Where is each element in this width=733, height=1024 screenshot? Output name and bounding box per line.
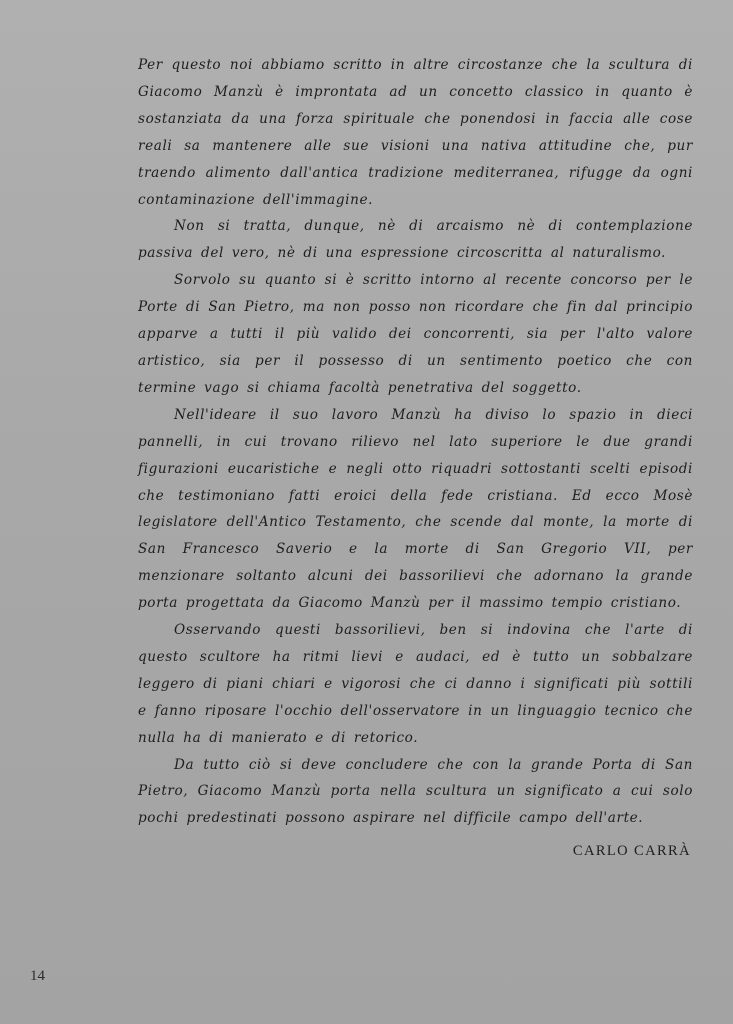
author-signature: CARLO CARRÀ (572, 843, 691, 859)
paragraph-5: Osservando questi bassorilievi, ben si indovina che l'arte di questo scultore ha ritmi lievi e audaci, ed è tutto un sobbalzare leggero di piani chiari e vigorosi che ci danno i significati più sottili e fanno riposare l'occhio dell'osservatore in un linguaggio tecnico che nulla ha di manierato e di retorico. (138, 622, 693, 746)
paragraph-6: Da tutto ciò si deve concludere che con la grande Porta di San Pietro, Giacomo Manzù porta nella scultura un significato a cui solo pochi predestinati possono aspirare nel difficile campo dell'arte. (138, 756, 693, 827)
paragraph-2: Non si tratta, dunque, nè di arcaismo nè di contemplazione passiva del vero, nè di una espressione circoscritta al naturalismo. (138, 218, 693, 262)
paragraph-3: Sorvolo su quanto si è scritto intorno al recente concorso per le Porte di San Pietro, ma non posso non ricordare che fin dal principio apparve a tutti il più valido dei concorrenti, sia per l'alto valore artistico, sia per il possesso di un sentimento poetico che con termine vago si chiama facoltà penetrativa del soggetto. (138, 272, 693, 396)
paragraph-4: Nell'ideare il suo lavoro Manzù ha diviso lo spazio in dieci pannelli, in cui trovano rilievo nel lato superiore le due grandi figurazioni eucaristiche e negli otto riquadri sottostanti scelti episodi che testimoniano fatti eroici della fede cristiana. Ed ecco Mosè legislatore dell'Antico Testamento, che scende dal monte, la morte di San Francesco Saverio e la morte di San Gregorio VII, per menzionare soltanto alcuni dei bassorilievi che adornano la grande porta progettata da Giacomo Manzù per il massimo tempio cristiano. (138, 406, 693, 612)
page-number: 14 (30, 968, 45, 984)
essay-body (138, 52, 693, 832)
paragraph-1: Per questo noi abbiamo scritto in altre circostanze che la scultura di Giacomo Manzù è improntata ad un concetto classico in quanto è sostanziata da una forza spirituale che ponendosi in faccia alle cose reali sa mantenere alle sue visioni una nativa attitudine che, pur traendo alimento dall'antica tradizione mediterranea, rifugge da ogni contaminazione dell'immagine. (138, 57, 693, 208)
